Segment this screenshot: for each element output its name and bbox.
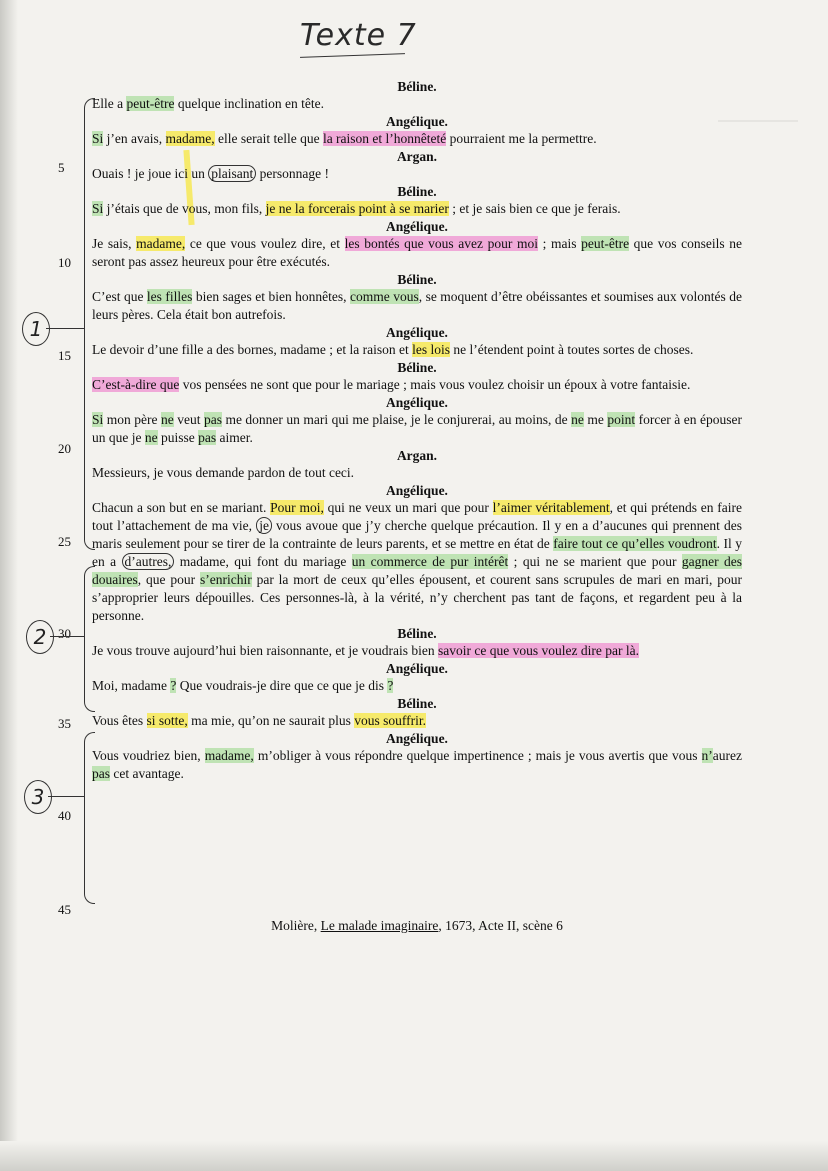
speaker-name: Béline. [397,360,437,375]
text-segment: ce que vous voulez dire, et [185,236,345,251]
dialogue-line [92,288,742,324]
speaker-name: Béline. [397,184,437,199]
section-marker-1: 1 [22,312,50,346]
line-number: 10 [58,255,71,270]
highlighted-phrase: un commerce de pur intérêt [351,554,509,569]
dialogue-line [92,747,742,783]
text-segment: Le devoir d’une fille a des bornes, madame ; et la raison et [92,342,413,357]
source-details: , 1673, Acte II, scène 6 [438,918,563,933]
section-marker-3: 3 [24,780,52,814]
highlighted-phrase: je [256,517,272,534]
text-segment: Elle a [92,96,127,111]
speaker-name: Angélique. [386,731,448,746]
section-connector-2 [50,636,84,637]
highlighted-phrase: savoir ce que vous voulez dire par là. [438,643,639,658]
text-segment: Moi, madame [92,678,171,693]
highlighted-phrase: pas [92,766,110,781]
text-segment: ; mais [538,236,582,251]
text-segment: Chacun a son but en se mariant. [92,500,271,515]
text-segment: Ouais ! je joue ici un [92,166,209,181]
line-number: 25 [58,534,71,549]
line-number: 35 [58,716,71,731]
speaker-name: Argan. [396,149,438,164]
line-number: 45 [58,902,71,917]
section-marker-2: 2 [26,620,54,654]
text-segment: vous avoue que j’y cherche quelque précaution. Il y en a d’aucunes qui prennent des maris seulement pour se tirer de la contrainte de leurs parents, et se mettre en état de [92,518,742,551]
line-number: 15 [58,348,71,363]
highlighted-phrase: la raison et l’honnêteté [322,131,447,146]
text-segment: mon père [103,412,161,427]
line-number: 30 [58,626,71,641]
dialogue-line [92,376,742,394]
text-segment: cet avantage. [110,766,184,781]
text-segment: Vous voudriez bien, [92,748,205,763]
speaker-name: Béline. [397,272,437,287]
highlighted-phrase: d’autres, [122,553,175,570]
dialogue-line [92,464,742,482]
text-segment: par la mort de ceux qu’elles épousent, et courent sans scrupules de mari en mari, pour s’approprier leurs dépouilles. Ces personnes-là, à la vérité, n’y cherchent pas tant de façons, et regardent peu à la personne. [92,572,742,623]
text-segment: , se moquent d’être obéissantes et soumises aux volontés de leurs pères. Cela était bon autrefois. [92,289,742,322]
text-segment: Que voudrais-je dire que ce que je dis [176,678,388,693]
text-segment: elle serait telle que [214,131,323,146]
highlighted-phrase: ne [144,430,158,445]
text-segment: pourraient me la permettre. [446,131,597,146]
highlighted-phrase: pas [203,412,222,427]
text-segment: m’obliger à vous répondre quelque impertinence ; mais je vous avertis que vous [253,748,702,763]
source-author: Molière, [271,918,321,933]
line-number: 40 [58,808,71,823]
dialogue-line [92,712,742,730]
highlighted-phrase: plaisant [208,165,256,182]
text-segment: quelque inclination en tête. [174,96,325,111]
speaker-name: Angélique. [386,325,448,340]
page-shadow-bottom [0,1141,828,1171]
highlighted-phrase: je ne la forcerais point à se marier [265,201,449,216]
text-segment: j’en avais, [103,131,166,146]
text-segment: veut [173,412,204,427]
source-work: Le malade imaginaire [320,918,439,933]
highlighted-phrase: ne [160,412,174,427]
dialogue-line [92,411,742,447]
speaker-name: Béline. [397,626,437,641]
highlighted-phrase: vous souffrir. [354,713,427,728]
text-segment: ; et je sais bien ce que je ferais. [448,201,621,216]
handwritten-title: Texte 7 [300,18,417,53]
line-number: 20 [58,441,71,456]
text-segment: puisse [157,430,199,445]
dialogue-line [92,341,742,359]
text-segment: . Il y en a [92,536,742,569]
highlighted-phrase: peut-être [581,236,630,251]
highlighted-phrase: les filles [146,289,193,304]
page-shadow-left [0,0,18,1171]
highlighted-phrase: madame, [204,748,254,763]
highlighted-phrase: Si [92,131,104,146]
text-segment: , et qui prétends en faire tout l’attachement de ma vie, [92,500,742,533]
highlighted-phrase: ? [170,678,177,693]
text-segment: Messieurs, je vous demande pardon de tout ceci. [92,465,355,480]
speaker-name: Angélique. [386,114,448,129]
dialogue-line [92,130,742,148]
text-segment: ma mie, qu’on ne saurait plus [187,713,355,728]
highlighted-phrase: madame, [136,236,186,251]
dialogue-text [92,78,742,783]
text-segment: j’étais que de vous, mon fils, [103,201,266,216]
highlighted-phrase: les bontés que vous avez pour moi [344,236,538,251]
highlighted-phrase: si sotte, [146,713,188,728]
section-connector-1 [46,328,84,329]
text-segment: aimer. [216,430,253,445]
highlighted-phrase: ? [387,678,394,693]
text-segment: ne l’étendent point à toutes sortes de choses. [450,342,694,357]
text-segment: C’est que [92,289,147,304]
text-segment: personnage ! [256,166,329,181]
highlighted-phrase: Pour moi, [270,500,324,515]
text-segment: Je vous trouve aujourd’hui bien raisonnante, et je voudrais bien [92,643,439,658]
speaker-name: Angélique. [386,661,448,676]
dialogue-line [92,642,742,660]
highlighted-phrase: les lois [412,342,451,357]
highlighted-phrase: s’enrichir [199,572,252,587]
dialogue-line [92,165,742,183]
highlighted-phrase: pas [198,430,217,445]
dialogue-line [92,677,742,695]
speaker-name: Angélique. [386,483,448,498]
text-segment: que vos conseils ne seront pas assez heureux pour être exécutés. [92,236,743,269]
dialogue-line [92,200,742,218]
text-segment: vos pensées ne sont que pour le mariage ; mais vous voulez choisir un époux à votre fantaisie. [179,377,691,392]
speaker-name: Angélique. [386,219,448,234]
highlighted-phrase: n’ [701,748,713,763]
highlighted-phrase: gagner des douaires [92,554,742,587]
text-segment: forcer à en épouser un que je [92,412,742,445]
line-number: 5 [58,160,65,175]
source-citation [92,918,742,934]
dialogue-line [92,499,742,625]
text-segment: madame, qui font du mariage [174,554,352,569]
text-segment: aurez [712,748,742,763]
speaker-name: Angélique. [386,395,448,410]
speaker-name: Béline. [397,79,437,94]
highlighted-phrase: faire tout ce qu’elles voudront [553,536,717,551]
highlighted-phrase: l’aimer véritablement [492,500,610,515]
text-segment: qui ne veux un mari que pour [323,500,493,515]
highlighted-phrase: Si [92,412,104,427]
text-segment: me [583,412,608,427]
highlighted-phrase: point [607,412,636,427]
highlighted-phrase: Si [92,201,104,216]
text-segment: , que pour [137,572,200,587]
highlighted-phrase: ne [571,412,584,427]
dialogue-line [92,95,742,113]
text-segment: Vous êtes [92,713,147,728]
text-segment: ; qui ne se marient que pour [508,554,682,569]
highlighted-phrase: peut-être [126,96,175,111]
bleed-through [718,120,798,122]
text-segment: Je sais, [92,236,137,251]
speaker-name: Béline. [397,696,437,711]
highlighted-phrase: madame, [165,131,215,146]
dialogue-line [92,235,742,271]
highlighted-phrase: C’est-à-dire que [92,377,180,392]
speaker-name: Argan. [396,448,438,463]
text-segment: me donner un mari qui me plaise, je le conjurerai, au moins, de [221,412,572,427]
highlighted-phrase: comme vous [350,289,419,304]
text-segment: bien sages et bien honnêtes, [192,289,351,304]
section-connector-3 [48,796,84,797]
